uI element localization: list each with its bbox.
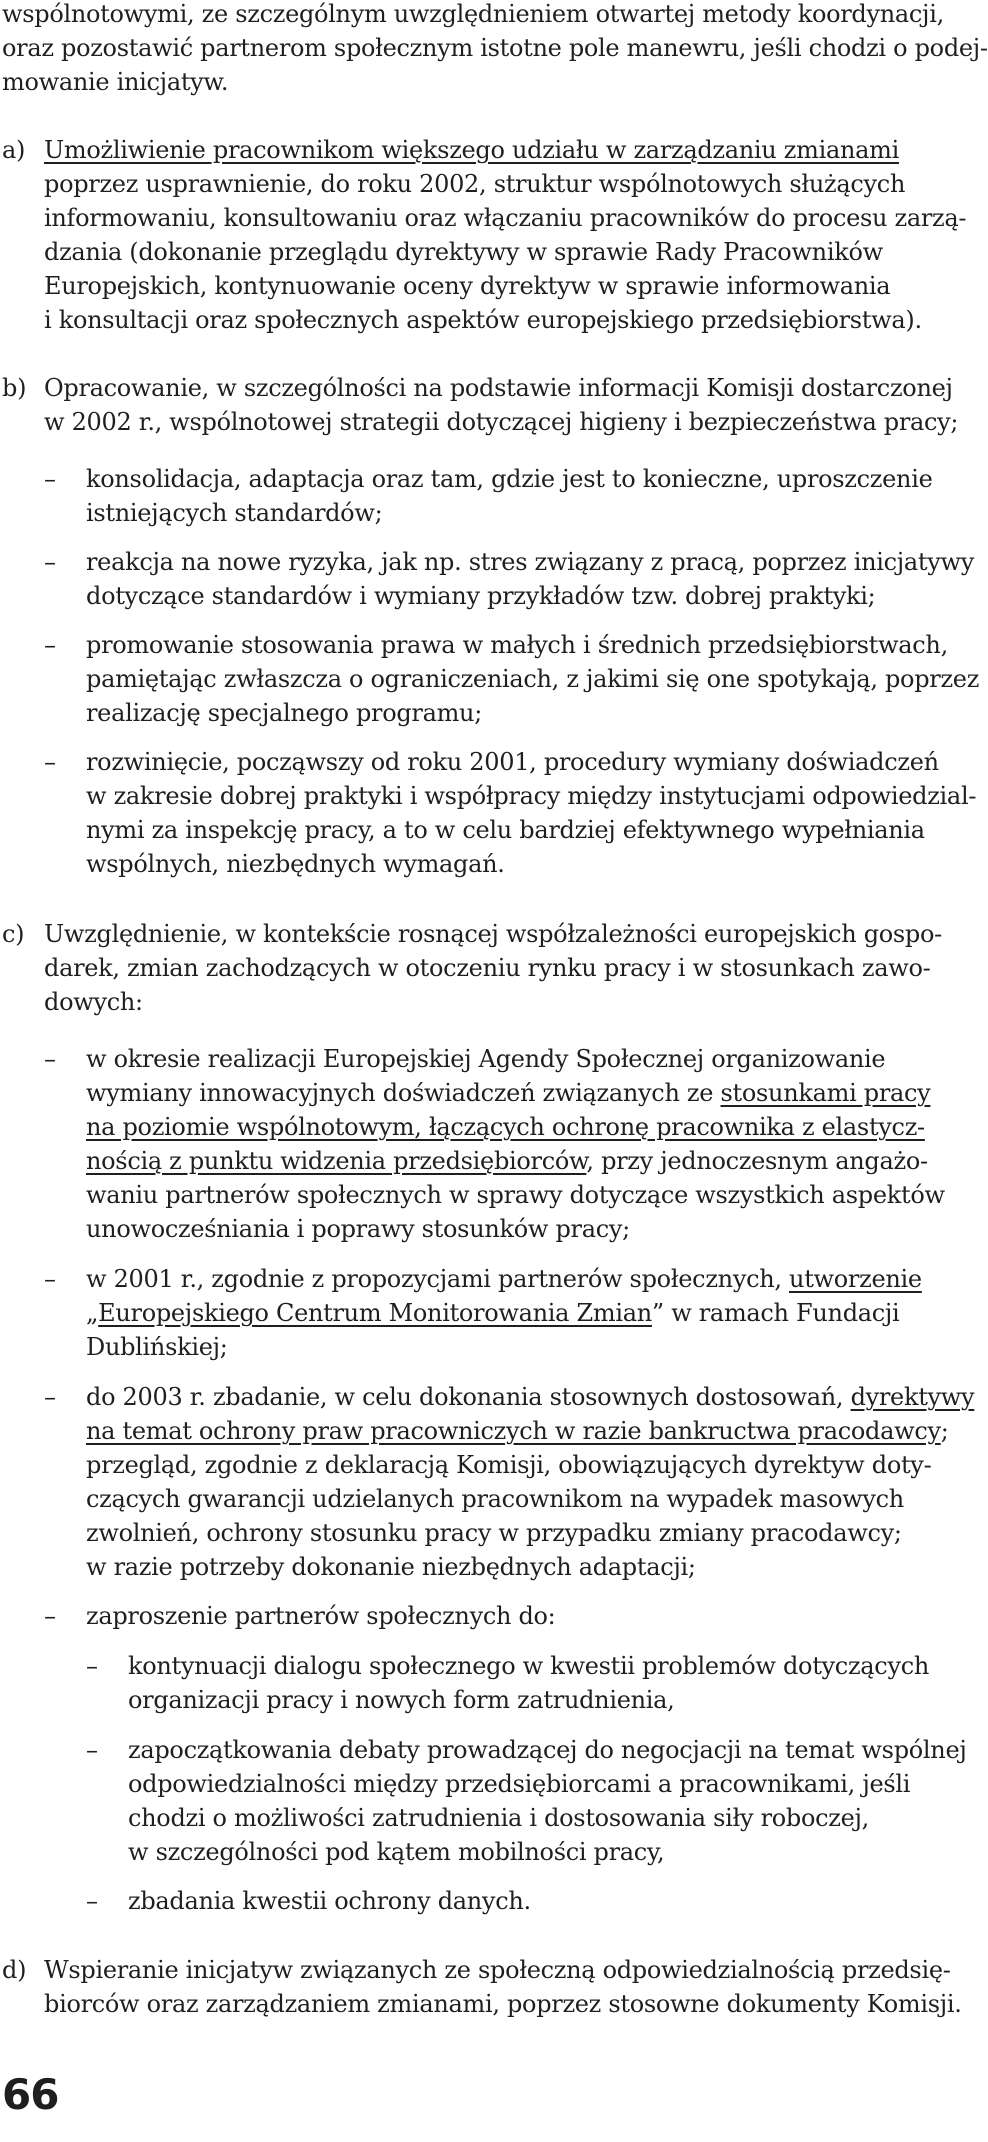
bullet-text: ” w ramach Fundacji bbox=[651, 1299, 900, 1327]
item-a-line: dzania (dokonanie przeglądu dyrektywy w sprawie Rady Pracowników bbox=[44, 238, 883, 266]
bullet-line: wspólnych, niezbędnych wymagań. bbox=[86, 850, 505, 878]
underlined-phrase: na poziomie wspólnotowym, łączących ochronę pracownika z elastycz- bbox=[86, 1113, 925, 1141]
bullet-line: waniu partnerów społecznych w sprawy dotyczące wszystkich aspektów bbox=[86, 1181, 945, 1209]
bullet-line: zaproszenie partnerów społecznych do: bbox=[86, 1602, 556, 1630]
bullet-line bbox=[86, 1262, 922, 1296]
underlined-phrase: utworzenie bbox=[789, 1265, 922, 1293]
dash-bullet: – bbox=[44, 1265, 56, 1293]
bullet-line bbox=[86, 1414, 949, 1448]
underlined-phrase: dyrektywy bbox=[850, 1383, 975, 1411]
bullet-line: konsolidacja, adaptacja oraz tam, gdzie jest to konieczne, uproszczenie bbox=[86, 465, 933, 493]
bullet-text: ; bbox=[940, 1417, 949, 1445]
bullet-line bbox=[86, 1380, 974, 1414]
item-a-line: informowaniu, konsultowaniu oraz włączaniu pracowników do procesu zarzą- bbox=[44, 204, 967, 232]
sub-bullet-line: odpowiedzialności między przedsiębiorcami a pracownikami, jeśli bbox=[128, 1770, 911, 1798]
dash-bullet: – bbox=[44, 1602, 56, 1630]
bullet-line bbox=[86, 1144, 928, 1178]
intro-line: oraz pozostawić partnerom społecznym istotne pole manewru, jeśli chodzi o podej- bbox=[2, 34, 988, 62]
bullet-text: wymiany innowacyjnych doświadczeń związanych ze bbox=[86, 1079, 721, 1107]
item-c-line: Uwzględnienie, w kontekście rosnącej współzależności europejskich gospo- bbox=[44, 920, 942, 948]
underlined-phrase: nością z punktu widzenia przedsiębiorców bbox=[86, 1147, 587, 1175]
sub-bullet-line: chodzi o możliwości zatrudnienia i dostosowania siły roboczej, bbox=[128, 1804, 869, 1832]
underlined-phrase: na temat ochrony praw pracowniczych w razie bankructwa pracodawcy bbox=[86, 1417, 941, 1445]
bullet-line: realizację specjalnego programu; bbox=[86, 699, 482, 727]
underlined-phrase: stosunkami pracy bbox=[720, 1079, 931, 1107]
item-a-line: poprzez usprawnienie, do roku 2002, struktur wspólnotowych służących bbox=[44, 170, 906, 198]
bullet-text: „ bbox=[86, 1299, 99, 1327]
bullet-line bbox=[86, 1296, 899, 1330]
item-c-line: darek, zmian zachodzących w otoczeniu rynku pracy i w stosunkach zawo- bbox=[44, 954, 931, 982]
sub-bullet-line: zapoczątkowania debaty prowadzącej do negocjacji na temat wspólnej bbox=[128, 1736, 967, 1764]
sub-bullet-line: organizacji pracy i nowych form zatrudnienia, bbox=[128, 1686, 675, 1714]
bullet-line: unowocześniania i poprawy stosunków pracy; bbox=[86, 1215, 630, 1243]
dash-bullet: – bbox=[44, 548, 56, 576]
bullet-line: w razie potrzeby dokonanie niezbędnych adaptacji; bbox=[86, 1553, 696, 1581]
bullet-line: Dublińskiej; bbox=[86, 1333, 228, 1361]
bullet-line: w okresie realizacji Europejskiej Agendy Społecznej organizowanie bbox=[86, 1045, 886, 1073]
underlined-phrase: Europejskiego Centrum Monitorowania Zmian bbox=[98, 1299, 652, 1327]
bullet-line: istniejących standardów; bbox=[86, 499, 383, 527]
bullet-text: , przy jednoczesnym angażo- bbox=[586, 1147, 928, 1175]
item-a-line: Europejskich, kontynuowanie oceny dyrektyw w sprawie informowania bbox=[44, 272, 891, 300]
list-marker-d: d) bbox=[2, 1956, 27, 1984]
item-d-line: biorców oraz zarządzaniem zmianami, poprzez stosowne dokumenty Komisji. bbox=[44, 1990, 962, 2018]
list-marker-a: a) bbox=[2, 136, 26, 164]
bullet-line: zwolnień, ochrony stosunku pracy w przypadku zmiany pracodawcy; bbox=[86, 1519, 902, 1547]
dash-bullet: – bbox=[44, 631, 56, 659]
intro-line: wspólnotowymi, ze szczególnym uwzględnieniem otwartej metody koordynacji, bbox=[2, 0, 944, 28]
bullet-line: w zakresie dobrej praktyki i współpracy między instytucjami odpowiedzial- bbox=[86, 782, 977, 810]
bullet-line bbox=[86, 1076, 930, 1110]
dash-bullet: – bbox=[86, 1736, 98, 1764]
bullet-line: dotyczące standardów i wymiany przykładów tzw. dobrej praktyki; bbox=[86, 582, 876, 610]
item-a-heading: Umożliwienie pracownikom większego udziału w zarządzaniu zmianami bbox=[44, 136, 899, 164]
dash-bullet: – bbox=[44, 465, 56, 493]
dash-bullet: – bbox=[44, 1045, 56, 1073]
dash-bullet: – bbox=[86, 1652, 98, 1680]
list-marker-b: b) bbox=[2, 374, 27, 402]
item-b-line: Opracowanie, w szczególności na podstawie informacji Komisji dostarczonej bbox=[44, 374, 953, 402]
dash-bullet: – bbox=[44, 748, 56, 776]
list-marker-c: c) bbox=[2, 920, 25, 948]
bullet-line: czących gwarancji udzielanych pracownikom na wypadek masowych bbox=[86, 1485, 904, 1513]
item-a-line: i konsultacji oraz społecznych aspektów europejskiego przedsiębiorstwa). bbox=[44, 306, 922, 334]
bullet-line: promowanie stosowania prawa w małych i średnich przedsiębiorstwach, bbox=[86, 631, 948, 659]
item-c-line: dowych: bbox=[44, 988, 143, 1016]
bullet-line: reakcja na nowe ryzyka, jak np. stres związany z pracą, poprzez inicjatywy bbox=[86, 548, 975, 576]
bullet-text: do 2003 r. zbadanie, w celu dokonania stosownych dostosowań, bbox=[86, 1383, 851, 1411]
bullet-line: pamiętając zwłaszcza o ograniczeniach, z jakimi się one spotykają, poprzez bbox=[86, 665, 980, 693]
intro-line: mowanie inicjatyw. bbox=[2, 68, 229, 96]
page-number: 66 bbox=[2, 2070, 59, 2119]
sub-bullet-line: zbadania kwestii ochrony danych. bbox=[128, 1887, 531, 1915]
item-d-line: Wspieranie inicjatyw związanych ze społeczną odpowiedzialnością przedsię- bbox=[44, 1956, 951, 1984]
sub-bullet-line: w szczególności pod kątem mobilności pracy, bbox=[128, 1838, 665, 1866]
item-b-line: w 2002 r., wspólnotowej strategii dotyczącej higieny i bezpieczeństwa pracy; bbox=[44, 408, 959, 436]
bullet-text: w 2001 r., zgodnie z propozycjami partnerów społecznych, bbox=[86, 1265, 790, 1293]
bullet-line: nymi za inspekcję pracy, a to w celu bardziej efektywnego wypełniania bbox=[86, 816, 925, 844]
bullet-line: przegląd, zgodnie z deklaracją Komisji, obowiązujących dyrektyw doty- bbox=[86, 1451, 932, 1479]
dash-bullet: – bbox=[44, 1383, 56, 1411]
dash-bullet: – bbox=[86, 1887, 98, 1915]
bullet-line: rozwinięcie, począwszy od roku 2001, procedury wymiany doświadczeń bbox=[86, 748, 939, 776]
sub-bullet-line: kontynuacji dialogu społecznego w kwestii problemów dotyczących bbox=[128, 1652, 930, 1680]
